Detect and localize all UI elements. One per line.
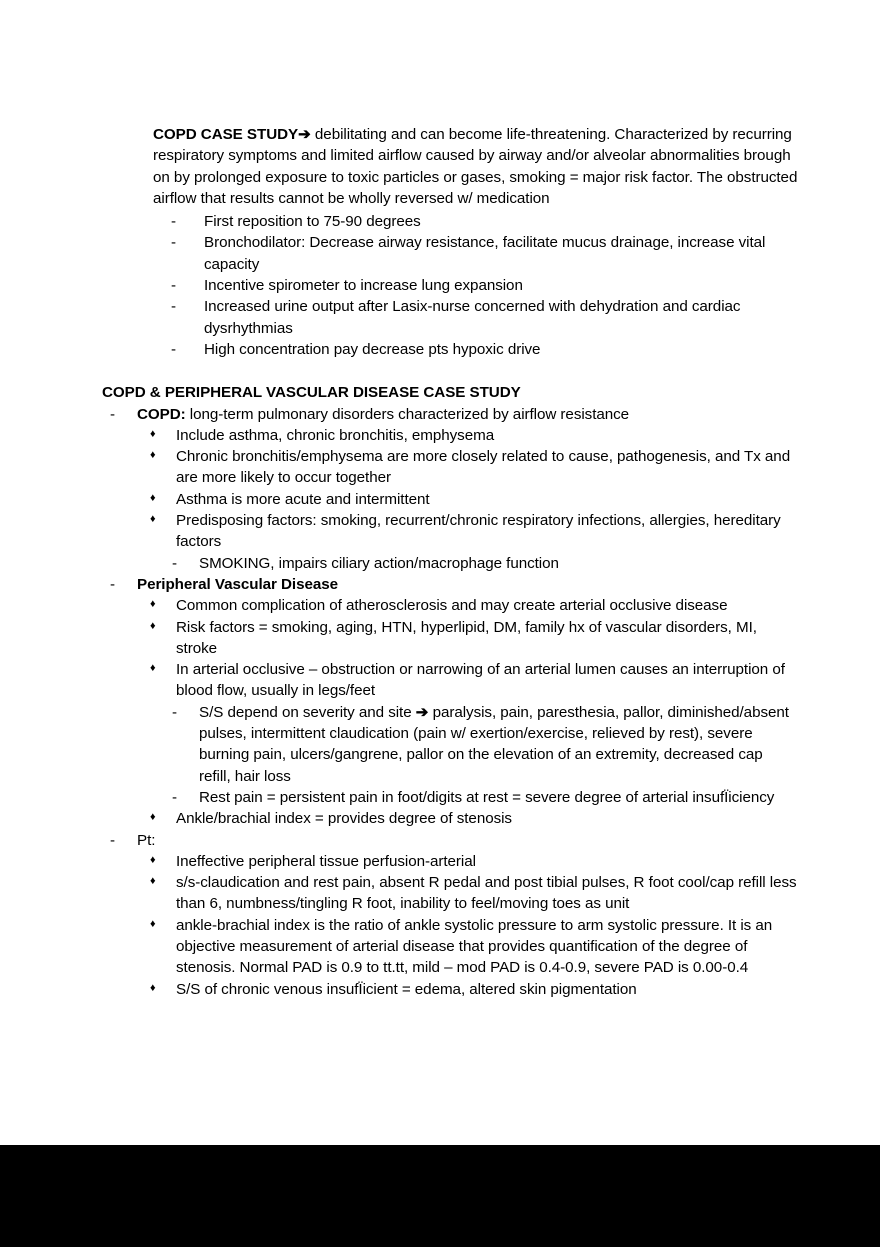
list-item-text: Common complication of atherosclerosis and may create arterial occlusive disease bbox=[176, 597, 728, 615]
diamond-bullet-icon: ♦ bbox=[150, 853, 156, 866]
list-item-text bbox=[137, 404, 798, 425]
dash-bullet-icon: - bbox=[110, 831, 115, 849]
list-item-text: SMOKING, impairs ciliary action/macrophage function bbox=[199, 554, 559, 572]
list-item bbox=[171, 211, 798, 232]
pvd-sub-bullet-list-b bbox=[102, 808, 798, 829]
list-item bbox=[150, 595, 798, 616]
list-item bbox=[171, 339, 798, 360]
list-item-text: Ankle/brachial index = provides degree of stenosis bbox=[176, 810, 512, 828]
list-item bbox=[172, 702, 798, 787]
list-item-text: Chronic bronchitis/emphysema are more closely related to cause, pathogenesis, and Tx and are more likely to occur together bbox=[176, 448, 791, 487]
list-item bbox=[150, 425, 798, 446]
copd-definition: long-term pulmonary disorders characterized by airflow resistance bbox=[185, 405, 630, 423]
diamond-bullet-icon: ♦ bbox=[150, 917, 156, 930]
list-item bbox=[110, 830, 798, 851]
diamond-bullet-icon: ♦ bbox=[150, 449, 156, 462]
dash-bullet-icon: - bbox=[171, 340, 176, 358]
copd-sub-bullet-list bbox=[102, 425, 798, 553]
list-item-text: S/S of chronic venous insufÏicient = edema, altered skin pigmentation bbox=[176, 980, 637, 998]
pvd-label: Peripheral Vascular Disease bbox=[137, 575, 339, 593]
ss-severity-post: paralysis, pain, paresthesia, pallor, diminished/absent pulses, intermittent claudication (pain w/ exertion/exercise, relieved by rest), severe burning pain, ulcers/gangrene, pallor on the elevation of an extremity, decreased cap refill, hair loss bbox=[199, 703, 789, 785]
list-item bbox=[150, 659, 798, 702]
list-item bbox=[150, 851, 798, 872]
list-item bbox=[150, 446, 798, 489]
arrow-icon: ➔ bbox=[298, 126, 311, 143]
list-item bbox=[150, 872, 798, 915]
list-item-text: High concentration pay decrease pts hypoxic drive bbox=[204, 340, 541, 358]
diamond-bullet-icon: ♦ bbox=[150, 491, 156, 504]
diamond-bullet-icon: ♦ bbox=[150, 513, 156, 526]
dash-bullet-icon: - bbox=[171, 234, 176, 252]
list-item-text: Asthma is more acute and intermittent bbox=[176, 490, 430, 508]
section-heading: COPD & PERIPHERAL VASCULAR DISEASE CASE STUDY bbox=[102, 384, 521, 402]
copd-smoking-sub-list bbox=[102, 553, 798, 574]
copd-case-study-body: debilitating and can become life-threatening. Characterized by recurring respiratory symptoms and limited airflow caused by airway and/or alveolar abnormalities brough on by prolonged exposure to toxic particles or gases, smoking = major risk factor. The obstructed airflow that results cannot be wholly reversed w/ medication bbox=[153, 126, 798, 207]
list-item bbox=[110, 574, 798, 595]
list-item bbox=[171, 232, 798, 275]
list-item-text: Ineffective peripheral tissue perfusion-arterial bbox=[176, 852, 476, 870]
copd-label: COPD: bbox=[137, 405, 186, 423]
list-item-text: First reposition to 75-90 degrees bbox=[204, 213, 421, 231]
list-item-text: In arterial occlusive – obstruction or narrowing of an arterial lumen causes an interruption of blood flow, usually in legs/feet bbox=[176, 661, 785, 700]
diamond-bullet-icon: ♦ bbox=[150, 662, 156, 675]
dash-bullet-icon: - bbox=[171, 213, 176, 231]
list-item-text: Include asthma, chronic bronchitis, emphysema bbox=[176, 426, 495, 444]
pt-label: Pt: bbox=[137, 831, 156, 849]
list-item-text: Increased urine output after Lasix-nurse concerned with dehydration and cardiac dysrhythmias bbox=[204, 298, 741, 337]
list-item bbox=[150, 808, 798, 829]
diamond-bullet-icon: ♦ bbox=[150, 427, 156, 440]
ss-severity-pre: S/S depend on severity and site bbox=[199, 703, 416, 721]
list-item bbox=[171, 296, 798, 339]
list-item-text bbox=[199, 702, 798, 787]
list-item bbox=[172, 787, 798, 808]
dash-bullet-icon: - bbox=[110, 405, 115, 423]
dash-bullet-icon: - bbox=[172, 788, 177, 806]
diamond-bullet-icon: ♦ bbox=[150, 619, 156, 632]
list-item bbox=[150, 510, 798, 553]
list-item-text: Incentive spirometer to increase lung expansion bbox=[204, 277, 523, 295]
pt-topic-list bbox=[102, 830, 798, 851]
list-item-text: Predisposing factors: smoking, recurrent/chronic respiratory infections, allergies, hereditary factors bbox=[176, 512, 781, 551]
list-item bbox=[150, 979, 798, 1000]
list-item bbox=[171, 275, 798, 296]
copd-case-study-paragraph bbox=[102, 124, 798, 209]
diamond-bullet-icon: ♦ bbox=[150, 981, 156, 994]
diamond-bullet-icon: ♦ bbox=[150, 598, 156, 611]
diamond-bullet-icon: ♦ bbox=[150, 811, 156, 824]
diamond-bullet-icon: ♦ bbox=[150, 875, 156, 888]
copd-topic-list bbox=[102, 404, 798, 425]
list-item bbox=[172, 553, 798, 574]
dash-bullet-icon: - bbox=[172, 554, 177, 572]
dash-bullet-icon: - bbox=[172, 703, 177, 721]
dash-bullet-icon: - bbox=[171, 277, 176, 295]
list-item bbox=[150, 489, 798, 510]
list-item-text: Rest pain = persistent pain in foot/digits at rest = severe degree of arterial insufÏiciency bbox=[199, 788, 775, 806]
list-item-text: Bronchodilator: Decrease airway resistance, facilitate mucus drainage, increase vital capacity bbox=[204, 234, 766, 273]
page-bottom-black-bar bbox=[0, 1145, 880, 1247]
dash-bullet-icon: - bbox=[110, 575, 115, 593]
list-item-text: s/s-claudication and rest pain, absent R pedal and post tibial pulses, R foot cool/cap refill less than 6, numbness/tingling R foot, inability to feel/moving toes as unit bbox=[176, 874, 797, 913]
list-item-text: ankle-brachial index is the ratio of ankle systolic pressure to arm systolic pressure. It is an objective measurement of arterial disease that provides quantification of the degree of stenosis. Normal PAD is 0.9 to tt.tt, mild – mod PAD is 0.4-0.9, severe PAD is 0.00-0.4 bbox=[176, 916, 773, 977]
arrow-icon: ➔ bbox=[415, 703, 429, 721]
list-item-text: Risk factors = smoking, aging, HTN, hyperlipid, DM, family hx of vascular disorders, MI, stroke bbox=[176, 618, 757, 657]
pvd-nested-dash-list bbox=[102, 702, 798, 808]
list-item bbox=[150, 617, 798, 660]
dash-bullet-icon: - bbox=[171, 298, 176, 316]
copd-case-study-bullet-list bbox=[102, 211, 798, 360]
pvd-sub-bullet-list-a bbox=[102, 595, 798, 701]
copd-case-study-label: COPD CASE STUDY bbox=[153, 126, 299, 143]
list-item bbox=[110, 404, 798, 425]
pt-sub-bullet-list bbox=[102, 851, 798, 1000]
list-item bbox=[150, 915, 798, 979]
pvd-topic-list bbox=[102, 574, 798, 595]
